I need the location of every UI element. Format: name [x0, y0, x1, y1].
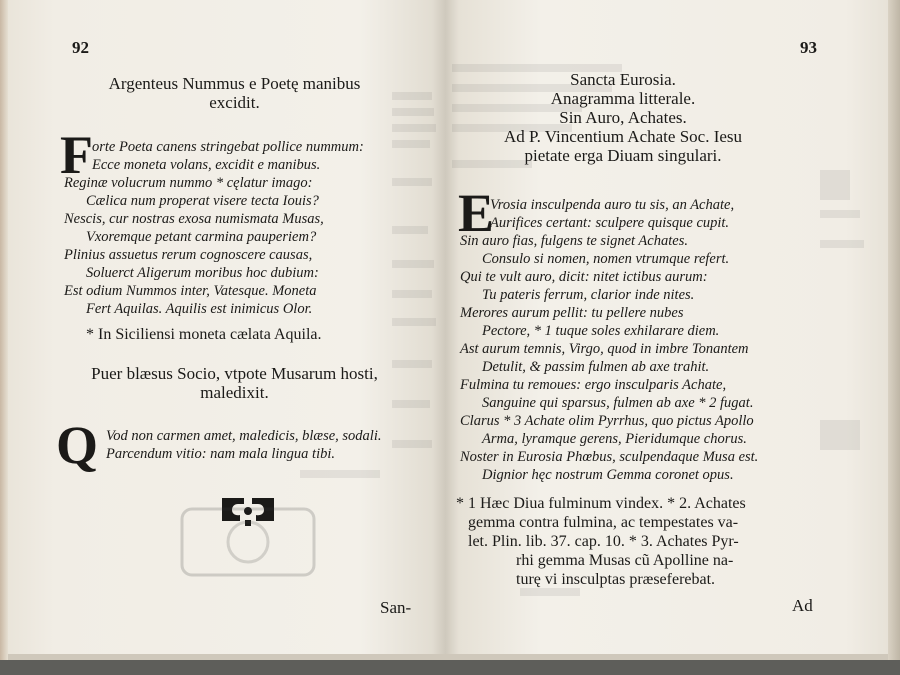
verse-line: Merores aurum pellit: tu pellere nubes [460, 305, 684, 321]
heading-line: Ad P. Vincentium Achate Soc. Iesu [503, 127, 743, 146]
verse-line: Noster in Eurosia Phœbus, sculpendaque Musa est. [460, 449, 759, 465]
verse-line: Fulmina tu remoues: ergo insculparis Achate, [460, 377, 727, 393]
poem-1 [64, 138, 364, 318]
verse-line: Dignior hęc nostrum Gemma coronet opus. [482, 467, 734, 483]
heading-line: Argenteus Nummus e Poetę manibus [108, 74, 361, 93]
catchword: Ad [792, 596, 813, 615]
verse-line: Vrosia insculpenda auro tu sis, an Achate, [490, 197, 735, 213]
verse-line: Sin auro fias, fulgens te signet Achates. [460, 233, 688, 249]
epigram-heading-2 [62, 364, 407, 402]
page-number: 92 [72, 38, 89, 57]
verse-line: Aurifices certant: sculpere quisque cupit. [490, 215, 730, 231]
heading-line: Sin Auro, Achates. [559, 108, 687, 127]
verse-line: Arma, lyramque gerens, Pieridumque chorus. [482, 431, 747, 447]
catchword: San- [380, 598, 412, 617]
left-page [10, 0, 440, 650]
verse-line: Tu pateris ferrum, clarior inde nites. [482, 287, 695, 303]
faint-ornament-showthrough [178, 505, 318, 579]
verse-line: orte Poeta canens stringebat pollice nummum: [92, 139, 364, 155]
heading-line: Anagramma litterale. [550, 89, 696, 108]
footnote-line: rhi gemma Musas cũ Apolline na- [516, 552, 734, 569]
heading-line: Puer blæsus Socio, vtpote Musarum hosti, [91, 364, 378, 383]
footnote-line: gemma contra fulmina, ac tempestates va- [468, 514, 739, 531]
drop-cap-q: Q [56, 415, 99, 475]
footnote-line: turę vi insculptas præseferebat. [516, 571, 716, 588]
verse-line: Cælica num properat visere tecta Iouis? [86, 193, 319, 209]
footnote-line: * 1 Hæc Diua fulminum vindex. * 2. Achates [456, 495, 746, 512]
drop-cap-f: F [60, 125, 93, 185]
poem-3 [460, 196, 758, 484]
verse-line: Reginæ volucrum nummo * cęlatur imago: [64, 175, 313, 191]
right-page [448, 0, 888, 650]
footnotes [456, 494, 846, 589]
verse-line: Parcendum vitio: nam mala lingua tibi. [106, 446, 336, 462]
page-number: 93 [800, 38, 817, 57]
footnote-1: * In Siciliensi moneta cælata Aquila. [86, 326, 322, 343]
drop-cap-e: E [458, 183, 495, 243]
epigram-heading-1 [62, 74, 407, 112]
epigram-heading-3 [458, 70, 788, 165]
verse-line: Fert Aquilas. Aquilis est inimicus Olor. [86, 301, 313, 317]
poem-2 [106, 427, 381, 463]
verse-line: Ecce moneta volans, excidit e manibus. [92, 157, 321, 173]
verse-line: Ast aurum temnis, Virgo, quod in imbre Tonantem [460, 341, 749, 357]
verse-line: Vxoremque petant carmina pauperiem? [86, 229, 317, 245]
verse-line: Est odium Nummos inter, Vatesque. Moneta [64, 283, 317, 299]
verse-line: Clarus * 3 Achate olim Pyrrhus, quo pictus Apollo [460, 413, 754, 429]
verse-line: Soluerct Aligerum moribus hoc dubium: [86, 265, 319, 281]
verse-line: Nescis, cur nostras exosa numismata Musas, [64, 211, 324, 227]
verse-line: Consulo si nomen, nomen vtrumque refert. [482, 251, 730, 267]
footnote-line: let. Plin. lib. 37. cap. 10. * 3. Achates Pyr- [468, 533, 739, 550]
heading-line: excidit. [209, 93, 260, 112]
heading-line: Sancta Eurosia. [570, 70, 676, 89]
verse-line: Sanguine qui sparsus, fulmen ab axe * 2 fugat. [482, 395, 754, 411]
heading-line: pietate erga Diuam singulari. [524, 146, 722, 165]
verse-line: Plinius assuetus rerum cognoscere causas, [64, 247, 313, 263]
verse-line: Pectore, * 1 tuque soles exhilarare diem. [482, 323, 720, 339]
heading-line: maledixit. [200, 383, 269, 402]
verse-line: Vod non carmen amet, maledicis, blæse, sodali. [106, 428, 382, 444]
verse-line: Detulit, & passim fulmen ab axe trahit. [482, 359, 710, 375]
verse-line: Qui te vult auro, dicit: nitet ictibus aurum: [460, 269, 708, 285]
